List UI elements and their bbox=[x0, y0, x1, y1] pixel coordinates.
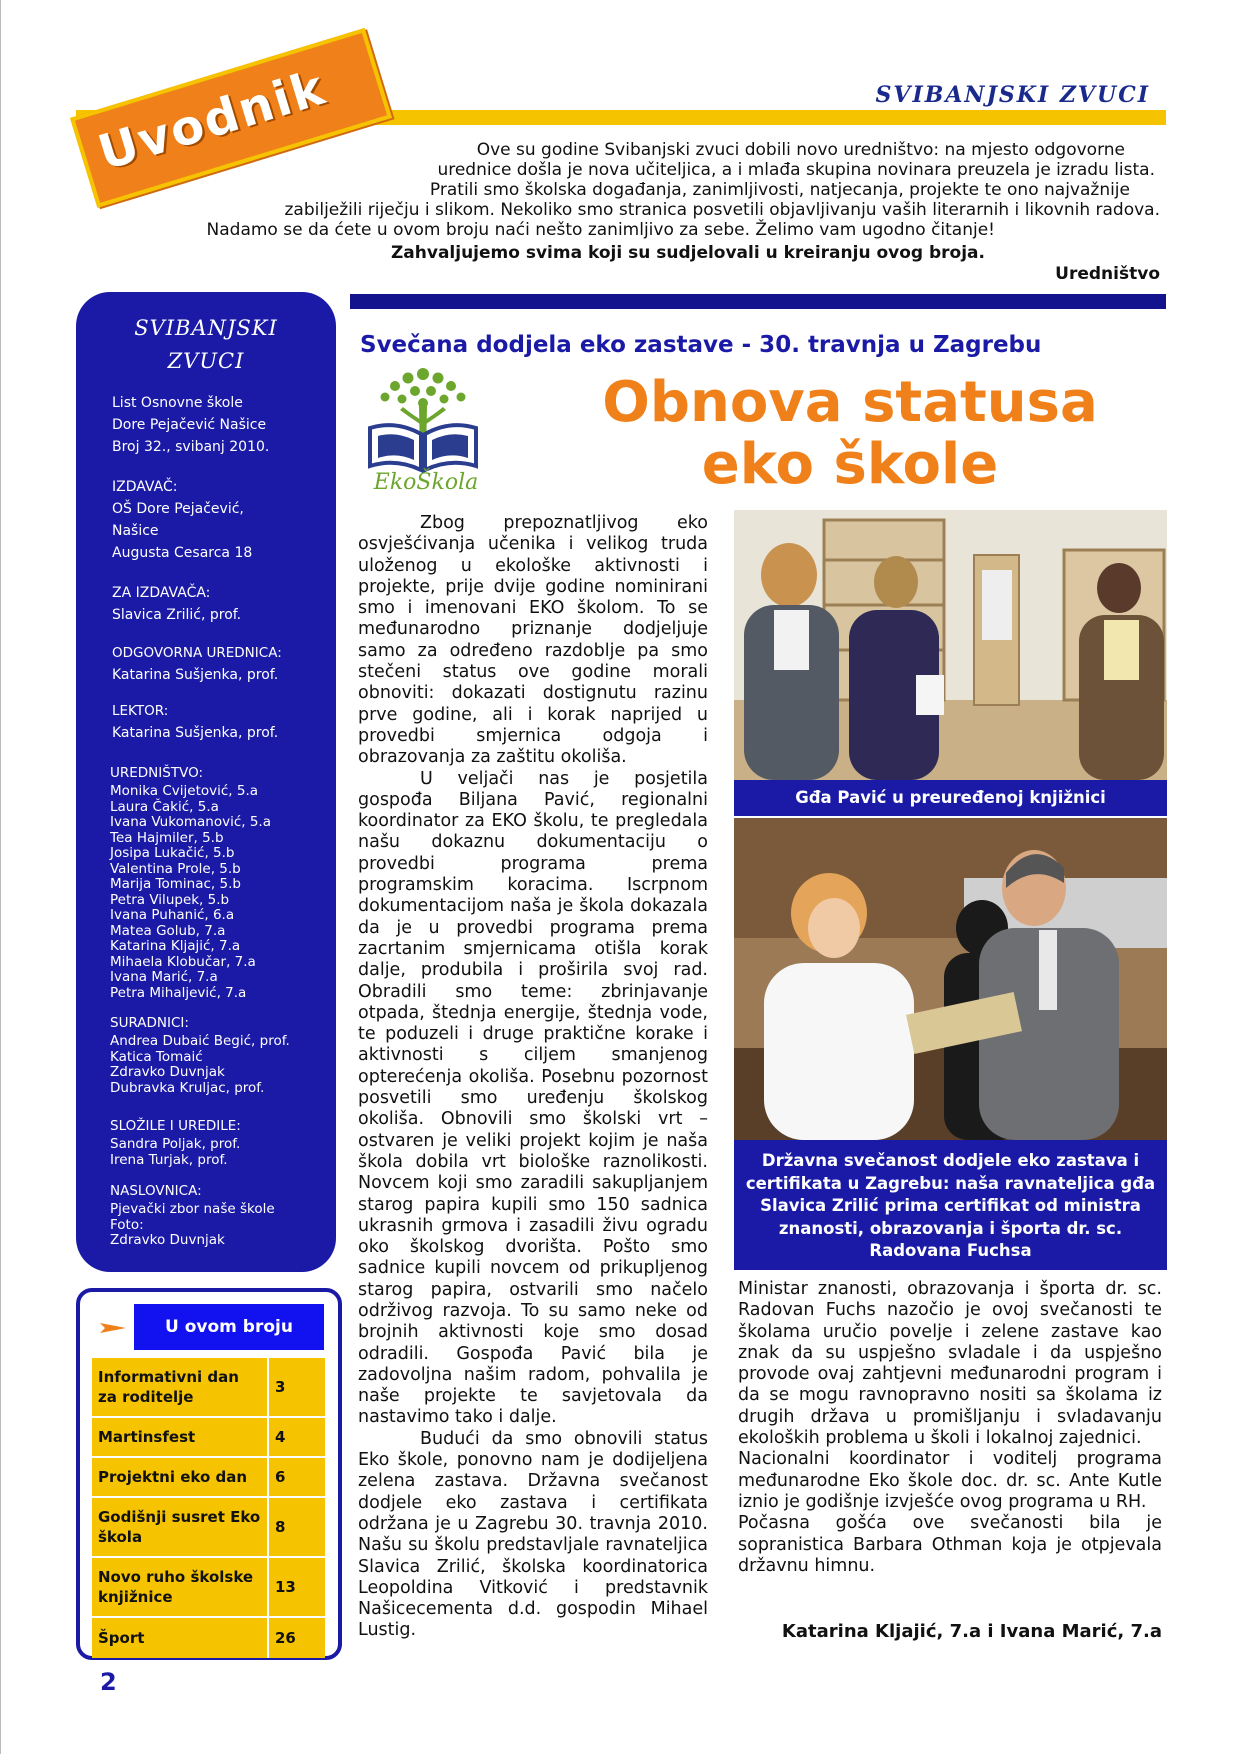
sidebar-line: Slavica Zrilić, prof. bbox=[112, 607, 242, 623]
sidebar-info-line: List Osnovne škole bbox=[112, 395, 243, 411]
staff-member: Laura Čakić, 5.a bbox=[110, 798, 219, 815]
article-paragraph: Budući da smo obnovili status Eko škole, ponovno nam je dodijeljena zelena zastava. Državna svečanost dodjele eko zastava i certifikata održana je u Zagrebu 30. travnja 2010. Našu su školu predstavljale ravnateljica Slavica Zrilić, školska koordinatorica Leopoldina Vitković i predstavnik Našicecementa d.d. gospodin Mihael Lustig. bbox=[358, 1428, 708, 1641]
editorial-thanks: Zahvaljujemo svima koji su sudjelovali u kreiranju ovog broja. bbox=[390, 243, 985, 263]
headline-line: eko škole bbox=[701, 432, 999, 497]
staff-member: Valentina Prole, 5.b bbox=[110, 860, 241, 877]
editorial-line: urednice došla je nova učiteljica, a i mlađa skupina novinara preuzela je izradu lista. bbox=[437, 160, 1155, 180]
sidebar-heading: IZDAVAČ: bbox=[112, 479, 178, 495]
cover-credit: Foto: bbox=[110, 1216, 144, 1233]
toc-item[interactable] bbox=[92, 1618, 325, 1658]
sidebar-title-line: ZVUCI bbox=[167, 349, 245, 373]
article-kicker: Svečana dodjela eko zastave - 30. travnja u Zagrebu bbox=[360, 332, 1042, 358]
article-paragraph: Počasna gošća ove svečanosti bila je sopranistica Barbara Othman koja je otpjevala državnu himnu. bbox=[738, 1513, 1162, 1576]
sidebar-staff bbox=[110, 762, 330, 1001]
toc-item-title: Martinsfest bbox=[92, 1418, 269, 1456]
article-paragraph: Nacionalni koordinator i voditelj programa međunarodne Eko škole doc. dr. sc. Ante Kutle iznio je godišnje izvješće ovog programa u RH. bbox=[738, 1449, 1162, 1512]
article-paragraph: Ministar znanosti, obrazovanja i športa dr. sc. Radovan Fuchs nazočio je ovoj svečanosti te školama uručio povelje i zelene zastave kao znak da su uspješno svladale i da uspješno provode ovaj zahtjevni međunarodni program i da se mogu ravnopravno nositi sa školama iz drugih država u promišljanju i svladavanju ekoloških problema u školi i lokalnoj zajednici. bbox=[738, 1279, 1162, 1449]
sidebar-info bbox=[112, 392, 327, 458]
toc-list bbox=[92, 1358, 325, 1658]
article-column-2 bbox=[738, 1279, 1162, 1577]
toc-item[interactable] bbox=[92, 1358, 325, 1418]
staff-member: Petra Vilupek, 5.b bbox=[110, 891, 230, 908]
staff-member: Katarina Kljajić, 7.a bbox=[110, 938, 241, 954]
staff-member: Ivana Vukomanović, 5.a bbox=[110, 814, 271, 830]
staff-member: Josipa Lukačić, 5.b bbox=[110, 845, 235, 861]
toc-item-title: Informativni dan za roditelje bbox=[92, 1358, 269, 1416]
sidebar-layout-credits bbox=[110, 1115, 330, 1168]
associate: Katica Tomaić bbox=[110, 1048, 203, 1065]
staff-member: Mihaela Klobučar, 7.a bbox=[110, 953, 256, 970]
sidebar-heading: SURADNICI: bbox=[110, 1015, 189, 1031]
page-edge bbox=[0, 0, 1, 1754]
toc-item-page: 3 bbox=[275, 1378, 286, 1396]
library-photo bbox=[734, 510, 1167, 780]
table-of-contents bbox=[76, 1288, 342, 1660]
staff-member: Ivana Puhanić, 6.a bbox=[110, 907, 235, 923]
toc-item[interactable] bbox=[92, 1418, 325, 1458]
sidebar-info-line: Broj 32., svibanj 2010. bbox=[112, 439, 270, 455]
article-column-1 bbox=[358, 513, 708, 1642]
editorial-signature: Uredništvo bbox=[1055, 264, 1160, 284]
imprint-sidebar bbox=[76, 292, 336, 1272]
editorial-line: zabilježili riječju i slikom. Nekoliko smo stranica posvetili objavljivanju vaših literarnih i likovnih radova. bbox=[284, 200, 1160, 220]
associate: Andrea Dubaić Begić, prof. bbox=[110, 1033, 290, 1049]
headline-line: Obnova statusa bbox=[602, 370, 1098, 435]
sidebar-heading: NASLOVNICA: bbox=[110, 1183, 202, 1199]
sidebar-heading: ZA IZDAVAČA: bbox=[112, 585, 211, 601]
staff-member: Monika Cvijetović, 5.a bbox=[110, 783, 259, 799]
staff-member: Tea Hajmiler, 5.b bbox=[110, 829, 224, 846]
staff-member: Petra Mihaljević, 7.a bbox=[110, 984, 247, 1001]
masthead: SVIBANJSKI ZVUCI bbox=[875, 82, 1150, 108]
photo-caption: Državna svečanost dodjele eko zastava i certifikata u Zagrebu: naša ravnateljica gđa Slavica Zrilić prima certifikat od ministra znanosti, obrazovanja i športa dr. sc. Radovana Fuchsa bbox=[734, 1140, 1167, 1270]
sidebar-heading: SLOŽILE I UREDILE: bbox=[110, 1118, 241, 1134]
toc-item-title: Godišnji susret Eko škola bbox=[92, 1498, 269, 1556]
eko-skola-logo-text: EkoŠkola bbox=[373, 470, 479, 495]
toc-item-page: 13 bbox=[275, 1578, 296, 1596]
photo-caption: Gđa Pavić u preuređenoj knjižnici bbox=[734, 780, 1167, 816]
staff-member: Matea Golub, 7.a bbox=[110, 922, 226, 939]
editorial-line: Nadamo se da ćete u ovom broju naći nešto zanimljivo za sebe. Želimo vam ugodno čitanje! bbox=[206, 220, 995, 240]
toc-item[interactable] bbox=[92, 1498, 325, 1558]
toc-item-title: Šport bbox=[92, 1618, 269, 1658]
toc-item-title: Novo ruho školske knjižnice bbox=[92, 1558, 269, 1616]
editorial-text bbox=[150, 140, 1160, 240]
sidebar-line: OŠ Dore Pejačević, bbox=[112, 501, 244, 517]
sidebar-title bbox=[76, 312, 336, 378]
page-number: 2 bbox=[100, 1668, 117, 1696]
sidebar-heading: LEKTOR: bbox=[112, 703, 169, 719]
sidebar-line: Katarina Sušjenka, prof. bbox=[112, 725, 279, 741]
arrow-right-icon bbox=[100, 1322, 126, 1334]
uvodnik-label: Uvodnik bbox=[92, 59, 333, 182]
toc-item-page: 4 bbox=[275, 1428, 286, 1446]
cover-credit: Zdravko Duvnjak bbox=[110, 1232, 225, 1248]
blue-divider-bar bbox=[350, 294, 1166, 309]
toc-item[interactable] bbox=[92, 1558, 325, 1618]
associate: Dubravka Kruljac, prof. bbox=[110, 1079, 265, 1096]
article-headline bbox=[540, 372, 1160, 496]
layout-credit: Sandra Poljak, prof. bbox=[110, 1136, 241, 1152]
article-paragraph: U veljači nas je posjetila gospođa Biljana Pavić, regionalni koordinator za EKO školu, te pregledala našu dokaznu dokumentaciju o provedbi programa prema programskim koracima. Iscrpnom dokumentacijom naša je škola dokazala da je u provedbi programa prema zacrtanim smjernicama otišla korak dalje, produbila i proširila svoj rad. Obradili smo teme: zbrinjavanje otpada, štednja energije, štednja vode, te poduzeli i druge praktične korake i aktivnosti s ciljem smanjenog opterećenja okoliša. Posebnu pozornost posvetili smo uređenju školskog okoliša. Obnovili smo školski vrt – ostvaren je veliki projekt kojim je naša škola dobila vrt biološke raznolikosti. Novcem koji smo zaradili sakupljanjem starog papira kupili smo 150 sadnica ukrasnih grmova i zasadili živu ogradu oko školskog dvorišta. Pošto smo sadnice kupili novcem od prikupljenog starog papira, ostvarili smo načelo održivog razvoja. To su samo neke od brojnih aktivnosti koje smo dosad odradili. Gospođa Pavić bila je zadovoljna našim radom, pohvalila je naše projekte te savjetovala da nastavimo tako i dalje. bbox=[358, 768, 708, 1428]
sidebar-line: Katarina Sušjenka, prof. bbox=[112, 667, 279, 683]
article-paragraph: Zbog prepoznatljivog eko osvješćivanja učenika i velikog truda uloženog u ekološke aktivnosti i projekte, prije dvije godine nominirani smo i imenovani EKO školom. To se međunarodno priznanje dodjeljuje samo za određeno razdoblje pa smo stečeni status ove godine morali obnoviti: dokazati dostignutu razinu prve godine, ali i korak naprijed u provedbi smjernica odgoja i obrazovanja za zaštitu okoliša. bbox=[358, 513, 708, 768]
editorial-line: Ove su godine Svibanjski zvuci dobili novo uredništvo: na mjesto odgovorne bbox=[476, 140, 1125, 160]
toc-item-page: 6 bbox=[275, 1468, 286, 1486]
sidebar-editor bbox=[112, 642, 327, 686]
toc-item-page: 8 bbox=[275, 1518, 286, 1536]
sidebar-cover-credits bbox=[110, 1180, 330, 1249]
sidebar-lector bbox=[112, 700, 327, 744]
associate: Zdravko Duvnjak bbox=[110, 1064, 225, 1080]
sidebar-heading: ODGOVORNA UREDNICA: bbox=[112, 645, 282, 661]
sidebar-title-line: SVIBANJSKI bbox=[134, 316, 278, 340]
sidebar-line: Augusta Cesarca 18 bbox=[112, 545, 253, 561]
cover-credit: Pjevački zbor naše škole bbox=[110, 1201, 275, 1217]
article-author: Katarina Kljajić, 7.a i Ivana Marić, 7.a bbox=[781, 1621, 1162, 1642]
sidebar-publisher bbox=[112, 476, 327, 564]
editorial-line: Pratili smo školska događanja, zanimljivosti, natjecanja, projekte te ono najvažnije bbox=[429, 180, 1130, 200]
sidebar-heading: UREDNIŠTVO: bbox=[110, 765, 204, 781]
toc-header: U ovom broju bbox=[134, 1304, 324, 1350]
staff-member: Ivana Marić, 7.a bbox=[110, 969, 218, 985]
ceremony-photo bbox=[734, 818, 1167, 1140]
layout-credit: Irena Turjak, prof. bbox=[110, 1151, 228, 1168]
sidebar-for-publisher bbox=[112, 582, 327, 626]
toc-item-title: Projektni eko dan bbox=[92, 1458, 269, 1496]
toc-item-page: 26 bbox=[275, 1629, 296, 1647]
staff-member: Marija Tominac, 5.b bbox=[110, 876, 241, 892]
sidebar-associates bbox=[110, 1012, 330, 1096]
sidebar-info-line: Dore Pejačević Našice bbox=[112, 417, 267, 433]
sidebar-line: Našice bbox=[112, 523, 159, 539]
toc-item[interactable] bbox=[92, 1458, 325, 1498]
